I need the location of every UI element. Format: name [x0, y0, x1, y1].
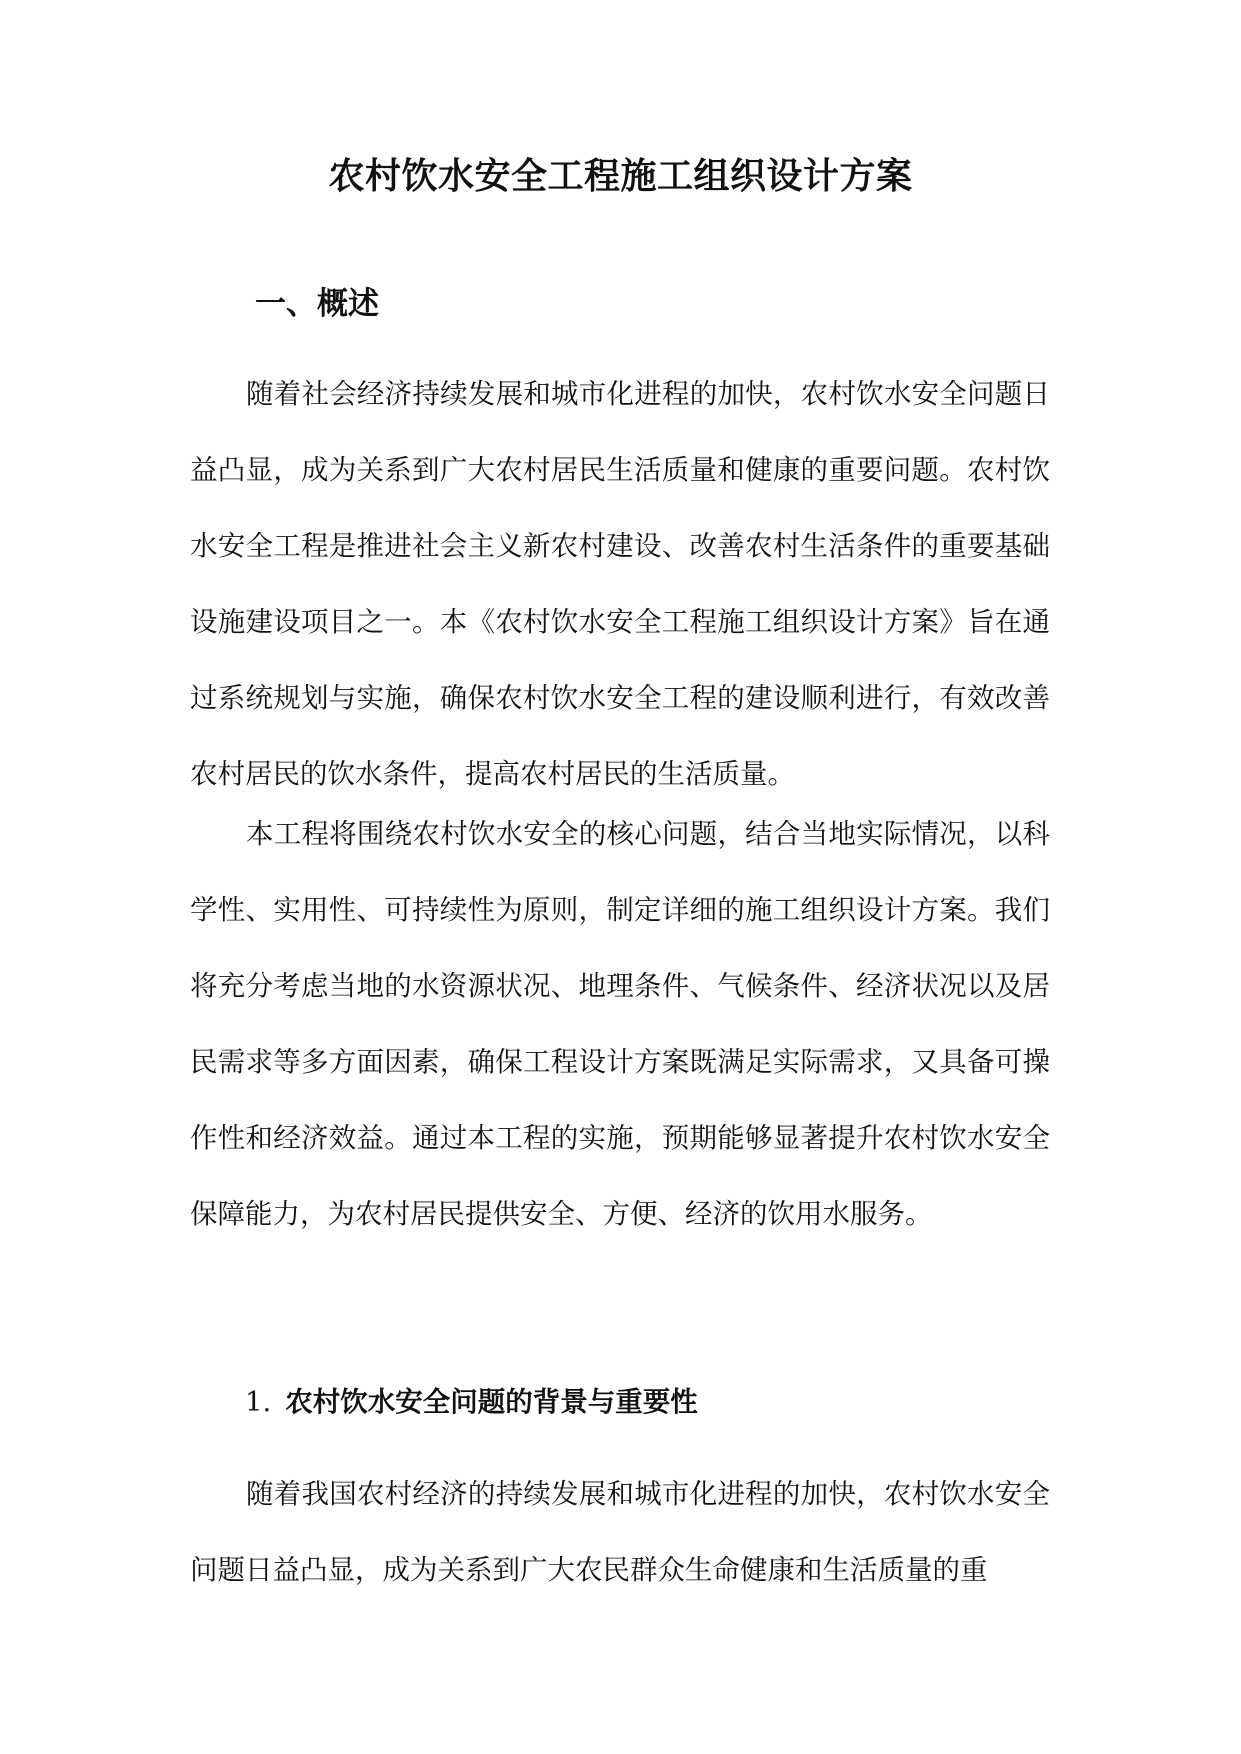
document-title: 农村饮水安全工程施工组织设计方案: [328, 155, 913, 197]
subsection-heading: [245, 1378, 698, 1426]
subsection-number: 1.: [245, 1386, 272, 1418]
subsection-title: 农村饮水安全问题的背景与重要性: [285, 1386, 698, 1418]
body-paragraph: 随着社会经济持续发展和城市化进程的加快，农村饮水安全问题日益凸显，成为关系到广大农村居民生活质量和健康的重要问题。农村饮水安全工程是推进社会主义新农村建设、改善农村生活条件的重要基础设施建设项目之一。本《农村饮水安全工程施工组织设计方案》旨在通过系统规划与实施，确保农村饮水安全工程的建设顺利进行，有效改善农村居民的饮水条件，提高农村居民的生活质量。: [190, 378, 1050, 790]
body-paragraph: 随着我国农村经济的持续发展和城市化进程的加快，农村饮水安全问题日益凸显，成为关系到广大农民群众生命健康和生活质量的重: [190, 1478, 1050, 1586]
section-heading-overview: 一、概述: [255, 286, 379, 322]
body-paragraph: 本工程将围绕农村饮水安全的核心问题，结合当地实际情况，以科学性、实用性、可持续性为原则，制定详细的施工组织设计方案。我们将充分考虑当地的水资源状况、地理条件、气候条件、经济状况以及居民需求等多方面因素，确保工程设计方案既满足实际需求，又具备可操作性和经济效益。通过本工程的实施，预期能够显著提升农村饮水安全保障能力，为农村居民提供安全、方便、经济的饮用水服务。: [190, 818, 1050, 1230]
